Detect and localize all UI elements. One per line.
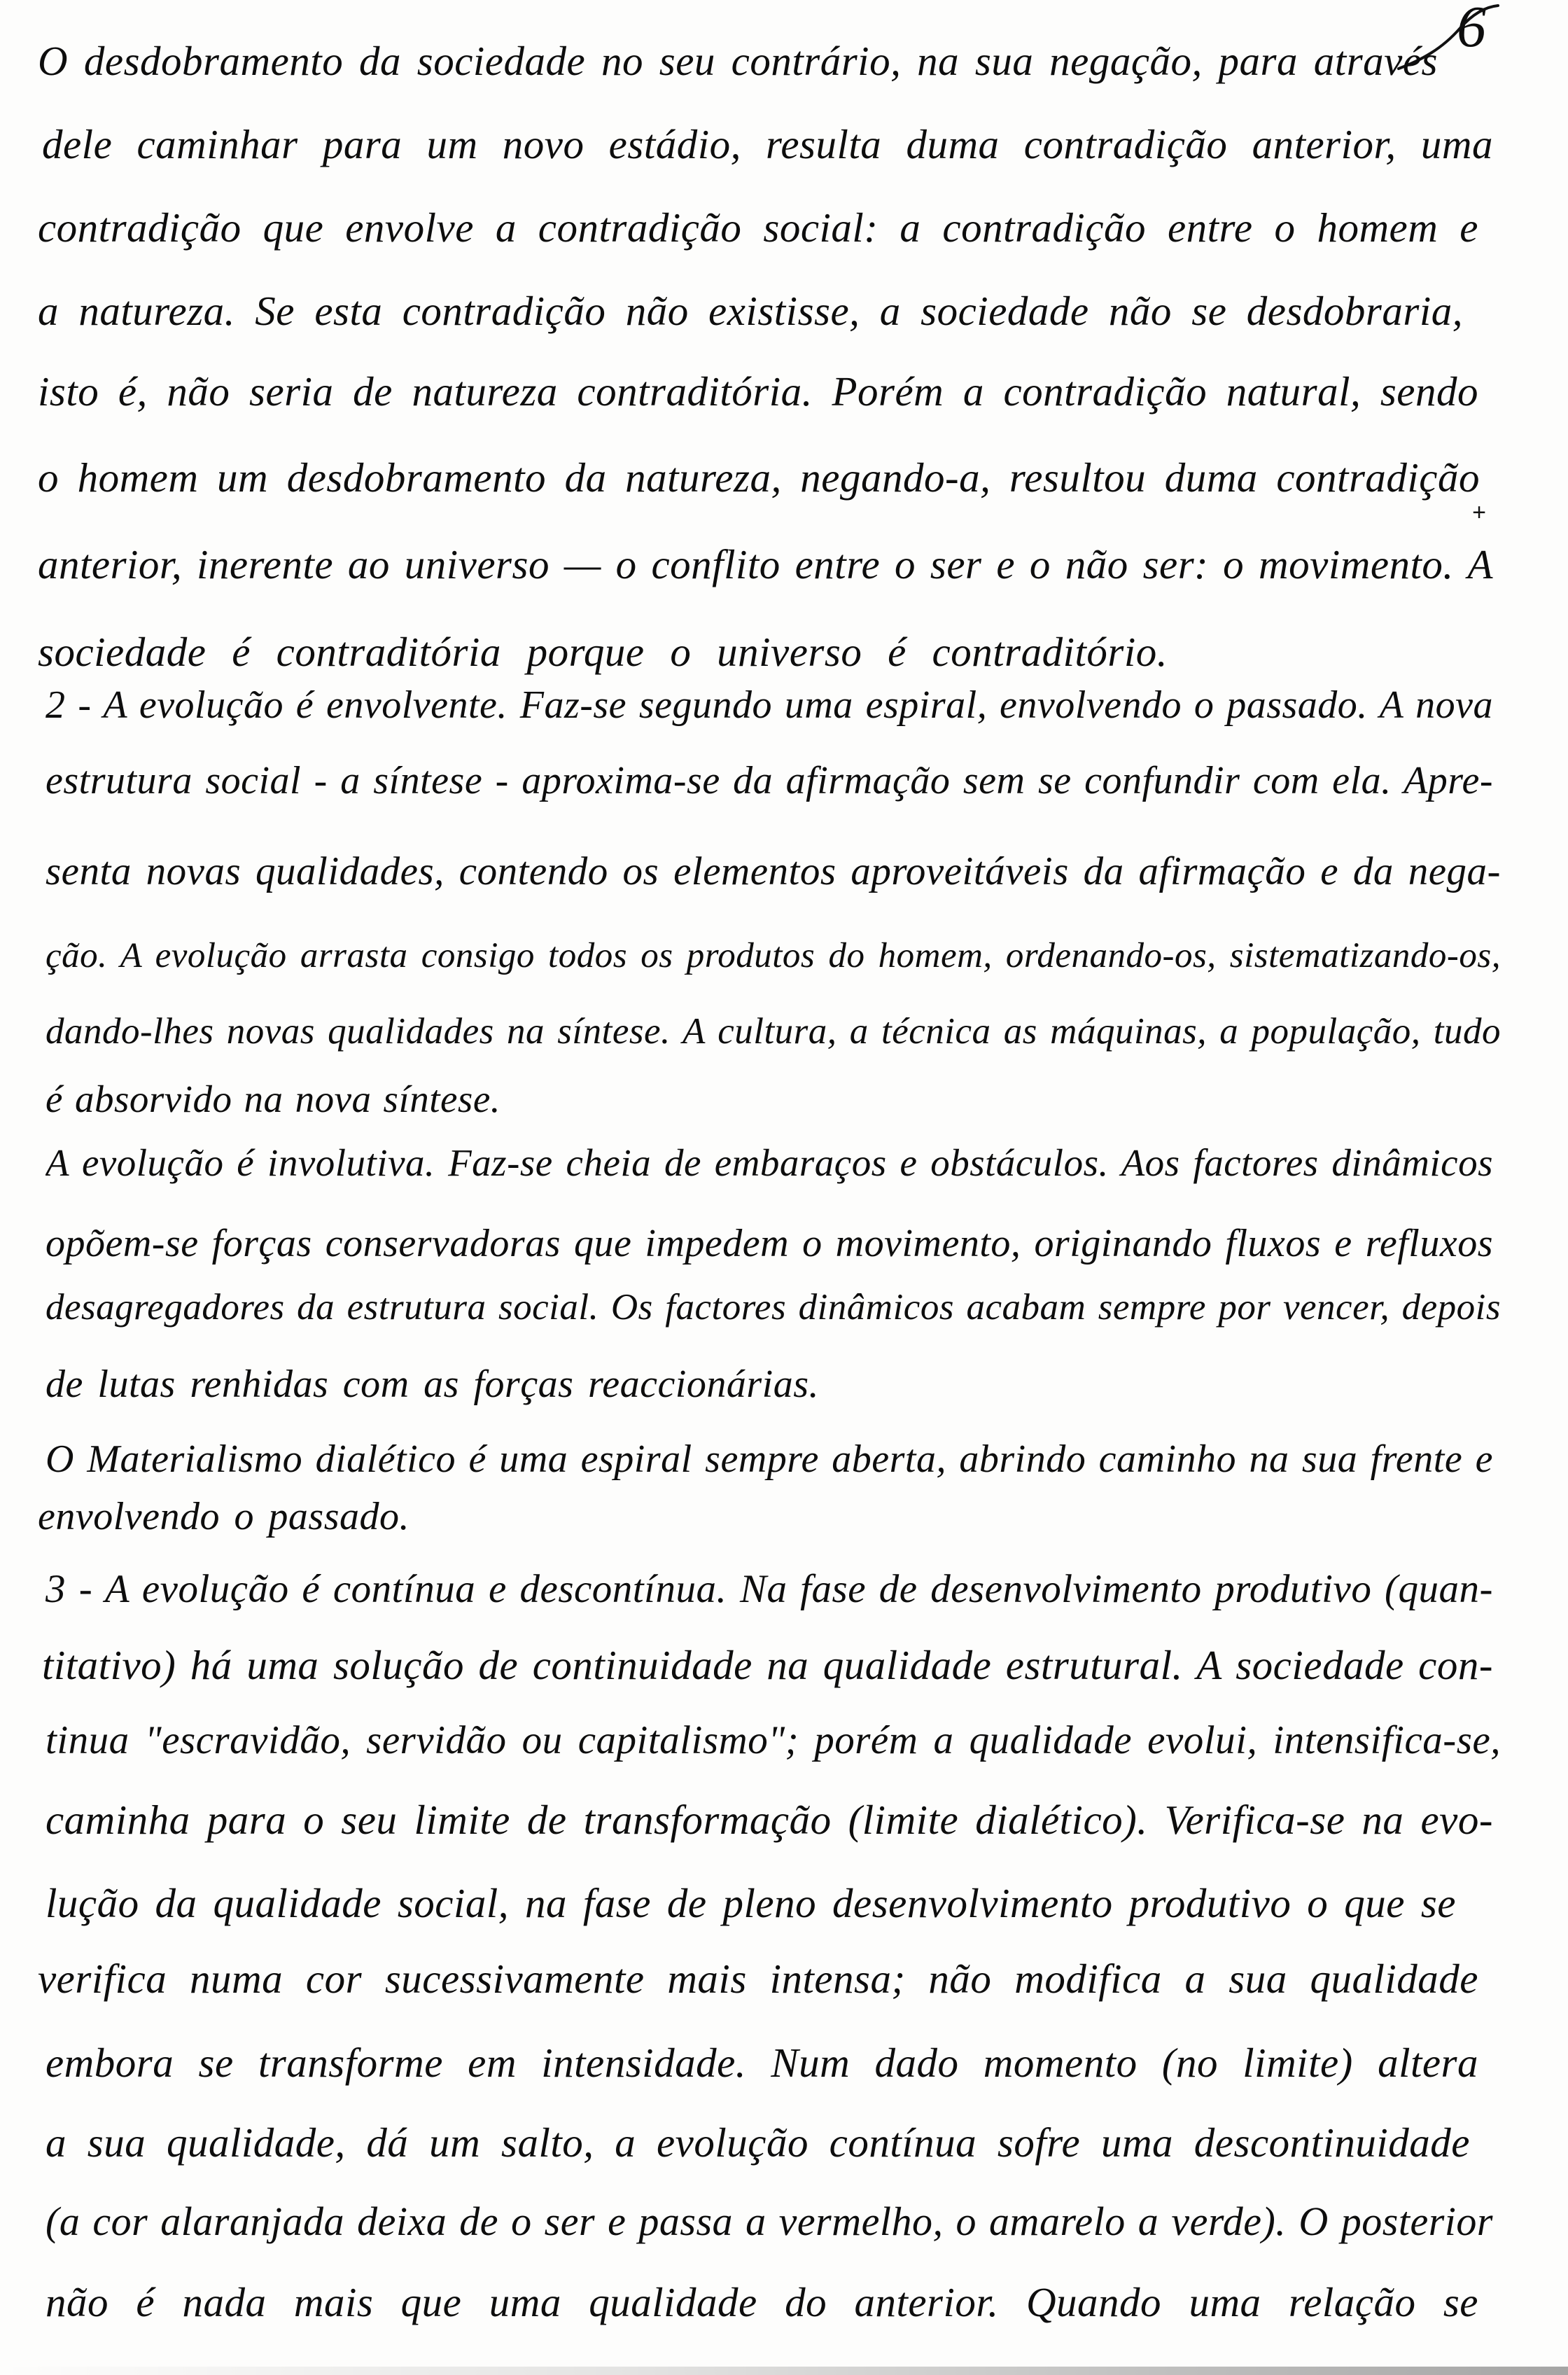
- manuscript-line: isto é, não seria de natureza contraditória. Porém a contradição natural, sendo: [38, 368, 1478, 415]
- manuscript-line: (a cor alaranjada deixa de o ser e passa a vermelho, o amarelo a verde). O posterior: [46, 2199, 1493, 2244]
- manuscript-line: contradição que envolve a contradição social: a contradição entre o homem e: [38, 204, 1478, 251]
- manuscript-line: 2 - A evolução é envolvente. Faz-se segundo uma espiral, envolvendo o passado. A nova: [46, 683, 1493, 727]
- manuscript-line: lução da qualidade social, na fase de pleno desenvolvimento produtivo o que se: [46, 1880, 1456, 1926]
- manuscript-line: dele caminhar para um novo estádio, resulta duma contradição anterior, uma: [42, 121, 1493, 167]
- manuscript-line: senta novas qualidades, contendo os elementos aproveitáveis da afirmação e da nega-: [46, 849, 1501, 893]
- manuscript-line: anterior, inerente ao universo — o conflito entre o ser e o não ser: o movimento. A: [38, 541, 1493, 587]
- manuscript-line: 3 - A evolução é contínua e descontínua. Na fase de desenvolvimento produtivo (quan-: [46, 1567, 1493, 1611]
- manuscript-line: sociedade é contraditória porque o universo é contraditório.: [38, 629, 1168, 675]
- manuscript-line: desagregadores da estrutura social. Os factores dinâmicos acabam sempre por vencer, depois: [46, 1287, 1501, 1328]
- manuscript-line: estrutura social - a síntese - aproxima-se da afirmação sem se confundir com ela. Apre-: [46, 759, 1493, 802]
- manuscript-line: a natureza. Se esta contradição não existisse, a sociedade não se desdobraria,: [38, 288, 1463, 334]
- manuscript-line: não é nada mais que uma qualidade do anterior. Quando uma relação se: [46, 2279, 1478, 2325]
- manuscript-line: opõem-se forças conservadoras que impedem o movimento, originando fluxos e refluxos: [46, 1222, 1493, 1265]
- manuscript-line: verifica numa cor sucessivamente mais intensa; não modifica a sua qualidade: [38, 1956, 1478, 2002]
- page-number: 6: [1457, 0, 1486, 60]
- manuscript-line: dando-lhes novas qualidades na síntese. A cultura, a técnica as máquinas, a população, tudo: [46, 1011, 1501, 1052]
- manuscript-line: é absorvido na nova síntese.: [46, 1078, 500, 1120]
- manuscript-line: ção. A evolução arrasta consigo todos os produtos do homem, ordenando-os, sistematizando-os,: [46, 936, 1501, 975]
- manuscript-line: embora se transforme em intensidade. Num dado momento (no limite) altera: [46, 2040, 1478, 2086]
- manuscript-line: envolvendo o passado.: [38, 1495, 410, 1538]
- manuscript-line: A evolução é involutiva. Faz-se cheia de embaraços e obstáculos. Aos factores dinâmicos: [46, 1141, 1493, 1184]
- manuscript-line: O desdobramento da sociedade no seu contrário, na sua negação, para através: [38, 38, 1438, 84]
- insertion-mark: +: [1472, 499, 1486, 526]
- manuscript-line: tinua "escravidão, servidão ou capitalismo"; porém a qualidade evolui, intensifica-se,: [46, 1718, 1501, 1762]
- manuscript-line: de lutas renhidas com as forças reaccionárias.: [46, 1363, 819, 1406]
- manuscript-line: O Materialismo dialético é uma espiral sempre aberta, abrindo caminho na sua frente e: [46, 1437, 1493, 1481]
- manuscript-line: o homem um desdobramento da natureza, negando-a, resultou duma contradição: [38, 454, 1480, 501]
- scan-edge: [0, 2367, 1568, 2375]
- manuscript-line: a sua qualidade, dá um salto, a evolução contínua sofre uma descontinuidade: [46, 2119, 1470, 2166]
- manuscript-line: caminha para o seu limite de transformação (limite dialético). Verifica-se na evo-: [46, 1797, 1493, 1843]
- manuscript-line: titativo) há uma solução de continuidade na qualidade estrutural. A sociedade con-: [42, 1642, 1493, 1688]
